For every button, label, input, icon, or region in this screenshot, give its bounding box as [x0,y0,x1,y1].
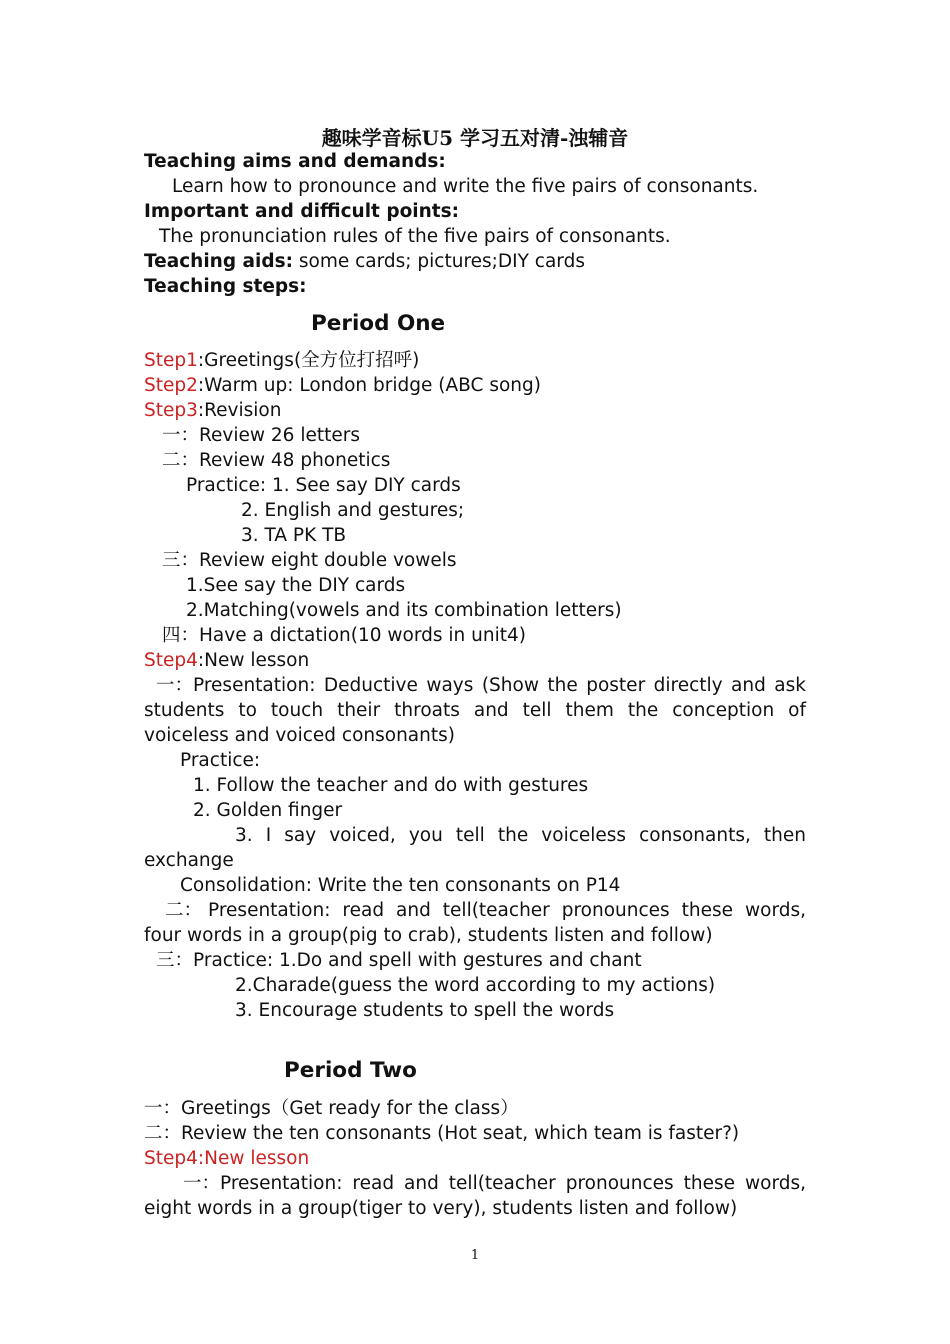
practice-item-3: 3. I say voiced, you tell the voiceless consonants, then [235,825,806,846]
step1-text: :Greetings( [197,350,302,371]
step1-label: Step1 [144,350,198,371]
revision-item-2 [162,448,390,473]
step1-close: ) [412,350,420,371]
paren-close: ） [500,1098,519,1119]
revision-item-text: Have a dictation(10 words in unit4) [199,625,526,646]
page-number: 1 [470,1248,480,1263]
practice-item-1: 1. Follow the teacher and do with gestures [193,775,589,796]
revision-item-3 [162,548,457,573]
period-two-step4: Step4:New lesson [144,1148,310,1169]
step4-label: Step4 [144,650,198,671]
practice-c-text: Practice: 1.Do and spell with gestures and chant [193,950,642,971]
aids-label: Teaching aids: [144,251,294,272]
presentation-a-line2: students to touch their throats and tell them the conception of [144,700,806,721]
presentation-a-text: Presentation: Deductive ways (Show the poster directly and ask [193,675,806,696]
step2-label: Step2 [144,375,198,396]
list-mark: 一： [162,425,200,446]
review-text: Review the ten consonants (Hot seat, which team is faster?) [181,1123,740,1144]
revision-item-4 [162,623,526,648]
revision-item-text: Review 26 letters [199,425,360,446]
step4-line [144,648,309,673]
revision-item-text: Review 48 phonetics [199,450,391,471]
step1-cn: 全方位打招呼 [301,350,413,371]
document-title: 趣味学音标U5 学习五对清-浊辅音 [321,126,629,150]
vowel-sub-1: 1.See say the DIY cards [186,575,406,596]
list-mark: 三： [162,550,200,571]
practice-line-1: Practice: 1. See say DIY cards [186,475,461,496]
list-mark: 四： [162,625,200,646]
list-mark: 二： [144,1123,182,1144]
practice-item-3-cont: exchange [144,850,234,871]
presentation-b-line2: four words in a group(pig to crab), students listen and follow) [144,925,713,946]
aims-text: Learn how to pronounce and write the five pairs of consonants. [172,176,759,197]
practice-heading: Practice: [180,750,261,771]
greetings-line [144,1096,519,1121]
points-label: Important and difficult points: [144,201,460,222]
step2-text: :Warm up: London bridge (ABC song) [197,375,541,396]
step4-text: :New lesson [197,650,310,671]
revision-item-text: Review eight double vowels [199,550,457,571]
list-mark: 二： [165,900,203,921]
revision-item-1 [162,423,360,448]
step3-line [144,398,281,423]
practice-c-line3: 3. Encourage students to spell the words [235,1000,615,1021]
practice-item-2: 2. Golden finger [193,800,343,821]
practice-line-2: 2. English and gestures; [241,500,465,521]
steps-label: Teaching steps: [144,276,307,297]
aids-text: some cards; pictures;DIY cards [293,251,585,272]
step3-label: Step3 [144,400,198,421]
points-text: The pronunciation rules of the five pairs of consonants. [159,226,671,247]
list-mark: 一： [156,675,194,696]
list-mark: 二： [162,450,200,471]
step2-line [144,373,541,398]
aids-line [144,249,585,274]
period-two-presentation-line1 [183,1171,806,1196]
practice-c-line1 [156,948,642,973]
step1-line [144,348,419,373]
step3-text: :Revision [197,400,282,421]
period-two-presentation-text: Presentation: read and tell(teacher pronounces these words, [220,1173,806,1194]
list-mark: 一： [144,1098,182,1119]
practice-c-line2: 2.Charade(guess the word according to my actions) [235,975,716,996]
list-mark: 三： [156,950,194,971]
presentation-b-text: Presentation: read and tell(teacher pronounces these words, [208,900,806,921]
period-one-heading: Period One [311,311,446,336]
aims-label: Teaching aims and demands: [144,151,446,172]
practice-line-3: 3. TA PK TB [241,525,347,546]
greetings-paren-text: Get ready for the class [289,1098,501,1119]
presentation-b-line1 [165,898,806,923]
presentation-a-line3: voiceless and voiced consonants) [144,725,455,746]
paren-open: （ [270,1098,290,1119]
period-two-presentation-line2: eight words in a group(tiger to very), students listen and follow) [144,1198,738,1219]
vowel-sub-2: 2.Matching(vowels and its combination letters) [186,600,622,621]
review-line [144,1121,739,1146]
period-two-heading: Period Two [284,1058,417,1083]
consolidation-line: Consolidation: Write the ten consonants on P14 [180,875,621,896]
list-mark: 一： [183,1173,221,1194]
greetings-text: Greetings [181,1098,271,1119]
presentation-a-line1 [156,673,806,698]
